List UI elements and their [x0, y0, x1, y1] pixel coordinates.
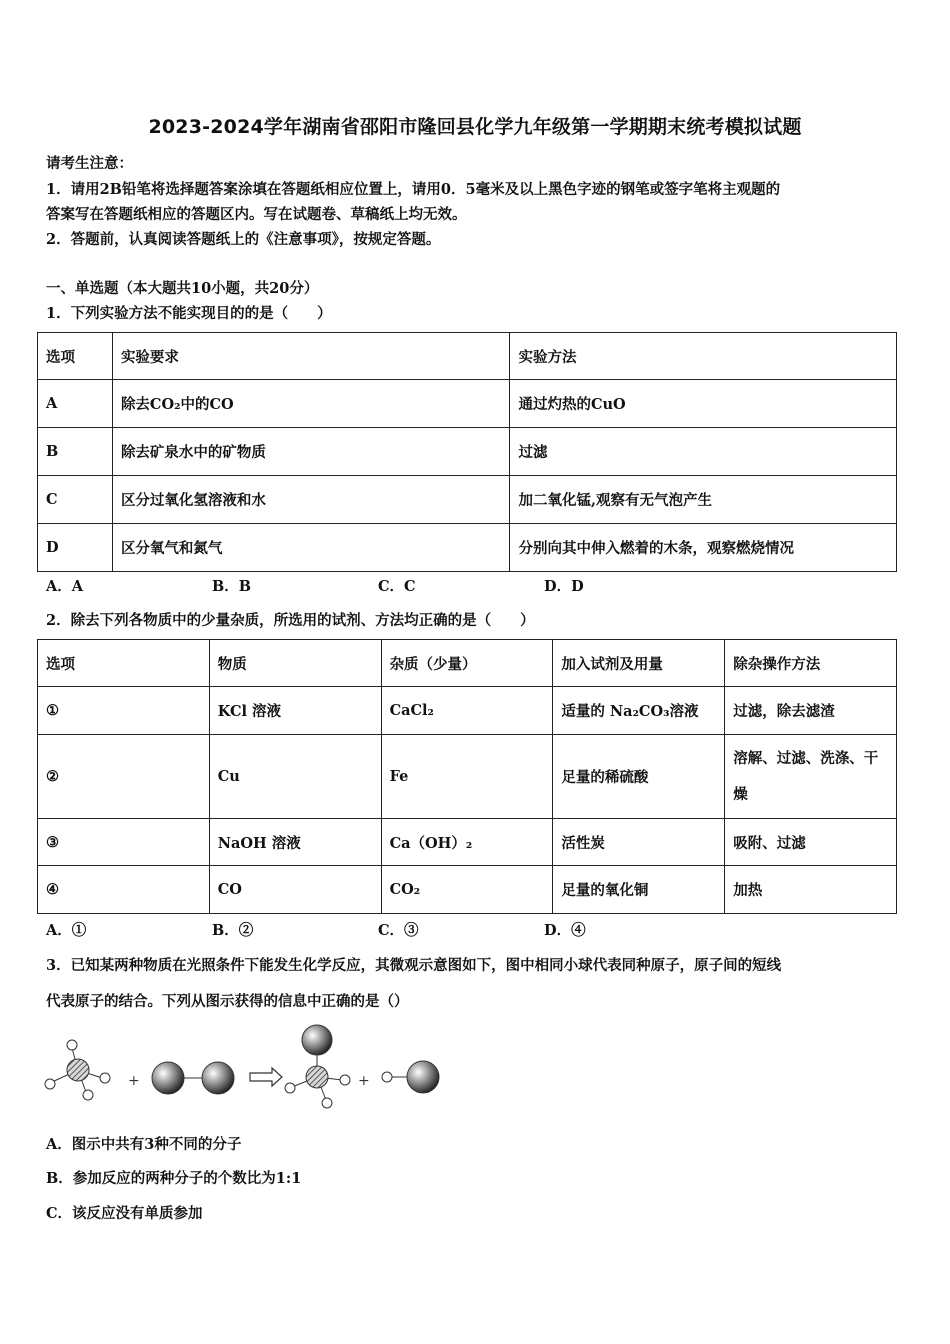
- header-cell: 杂质（少量）: [381, 640, 553, 687]
- reaction-diagram: [40, 1020, 460, 1115]
- chlorine-molecule: [152, 1062, 234, 1094]
- option-b[interactable]: B．B: [212, 578, 252, 595]
- chloromethane-molecule: [285, 1025, 350, 1108]
- page-title: 2023-2024学年湖南省邵阳市隆回县化学九年级第一学期期末统考模拟试题: [148, 116, 802, 138]
- q2-stem: 2．除去下列各物质中的少量杂质，所选用的试剂、方法均正确的是（ ）: [46, 612, 535, 629]
- header-cell: 物质: [209, 640, 381, 687]
- table-cell: CO: [209, 866, 381, 914]
- q1-stem: 1．下列实验方法不能实现目的的是（ ）: [46, 305, 332, 322]
- q3-stem: 3．已知某两种物质在光照条件下能发生化学反应，其微观示意图如下，图中相同小球代表同种原子，原子间的短线: [46, 957, 782, 974]
- section-heading: 一、单选题（本大题共10小题，共20分）: [46, 280, 319, 297]
- option-c[interactable]: C．C: [378, 578, 416, 595]
- table-cell: 区分氧气和氮气: [112, 524, 510, 572]
- table-cell: 过滤，除去滤渣: [725, 687, 897, 735]
- option-a[interactable]: A．①: [46, 922, 87, 939]
- table-row: [38, 866, 897, 914]
- table-cell: 分别向其中伸入燃着的木条，观察燃烧情况: [510, 524, 897, 572]
- table-row: [38, 380, 897, 428]
- table-cell: Fe: [381, 735, 553, 819]
- notice-heading: 请考生注意：: [46, 155, 133, 172]
- table-cell: 加二氧化锰,观察有无气泡产生: [510, 476, 897, 524]
- q3-stem-cont: 代表原子的结合。下列从图示获得的信息中正确的是（）: [46, 993, 409, 1010]
- table-cell: 区分过氧化氢溶液和水: [112, 476, 510, 524]
- reaction-arrow: [250, 1068, 282, 1086]
- table-cell: ②: [38, 735, 210, 819]
- table-cell: 溶解、过滤、洗涤、干燥: [725, 735, 897, 819]
- header-cell: 选项: [38, 640, 210, 687]
- table-row: [38, 687, 897, 735]
- table-cell: 活性炭: [553, 819, 725, 866]
- table-cell: 通过灼热的CuO: [510, 380, 897, 428]
- table-cell: 加热: [725, 866, 897, 914]
- table-row: [38, 819, 897, 866]
- q2-table: [37, 639, 897, 914]
- table-cell: 足量的稀硫酸: [553, 735, 725, 819]
- table-cell: ①: [38, 687, 210, 735]
- plus-sign: +: [128, 1073, 140, 1089]
- table-cell: ③: [38, 819, 210, 866]
- q2-options: [46, 919, 710, 940]
- table-cell: C: [38, 476, 113, 524]
- header-cell: 实验要求: [112, 333, 510, 380]
- table-cell: CaCl₂: [381, 687, 553, 735]
- header-cell: 实验方法: [510, 333, 897, 380]
- header-cell: 加入试剂及用量: [553, 640, 725, 687]
- option-d[interactable]: D．D: [544, 578, 584, 595]
- notice-item-1: 1．请用2B铅笔将选择题答案涂填在答题纸相应位置上，请用0．5毫米及以上黑色字迹的钢笔或签字笔将主观题的: [46, 181, 781, 198]
- header-cell: 除杂操作方法: [725, 640, 897, 687]
- notice-item-2: 2．答题前，认真阅读答题纸上的《注意事项》，按规定答题。: [46, 231, 441, 248]
- table-cell: 适量的 Na₂CO₃溶液: [553, 687, 725, 735]
- hcl-molecule: [382, 1061, 439, 1093]
- notice-item-1-cont: 答案写在答题纸相应的答题区内。写在试题卷、草稿纸上均无效。: [46, 206, 467, 223]
- q3-option-c[interactable]: C．该反应没有单质参加: [46, 1205, 203, 1222]
- table-cell: 除去CO₂中的CO: [112, 380, 510, 428]
- table-cell: A: [38, 380, 113, 428]
- table-row: [38, 524, 897, 572]
- table-cell: B: [38, 428, 113, 476]
- table-cell: KCl 溶液: [209, 687, 381, 735]
- methane-molecule: [45, 1040, 110, 1100]
- table-cell: CO₂: [381, 866, 553, 914]
- q1-table: [37, 332, 897, 572]
- table-cell: 吸附、过滤: [725, 819, 897, 866]
- table-cell: 过滤: [510, 428, 897, 476]
- table-cell: ④: [38, 866, 210, 914]
- option-d[interactable]: D．④: [544, 922, 586, 939]
- table-row: [38, 476, 897, 524]
- table-cell: 除去矿泉水中的矿物质: [112, 428, 510, 476]
- table-cell: D: [38, 524, 113, 572]
- table-cell: Cu: [209, 735, 381, 819]
- q1-options: [46, 575, 710, 596]
- table-row: [38, 428, 897, 476]
- table-cell: NaOH 溶液: [209, 819, 381, 866]
- q3-option-a[interactable]: A．图示中共有3种不同的分子: [46, 1136, 242, 1153]
- table-cell: 足量的氧化铜: [553, 866, 725, 914]
- option-a[interactable]: A．A: [46, 578, 84, 595]
- option-b[interactable]: B．②: [212, 922, 254, 939]
- table-cell: Ca（OH）₂: [381, 819, 553, 866]
- plus-sign: +: [358, 1073, 370, 1089]
- table-header-row: [38, 333, 897, 380]
- header-cell: 选项: [38, 333, 113, 380]
- table-header-row: [38, 640, 897, 687]
- table-row: [38, 735, 897, 819]
- option-c[interactable]: C．③: [378, 922, 419, 939]
- q3-option-b[interactable]: B．参加反应的两种分子的个数比为1:1: [46, 1170, 302, 1187]
